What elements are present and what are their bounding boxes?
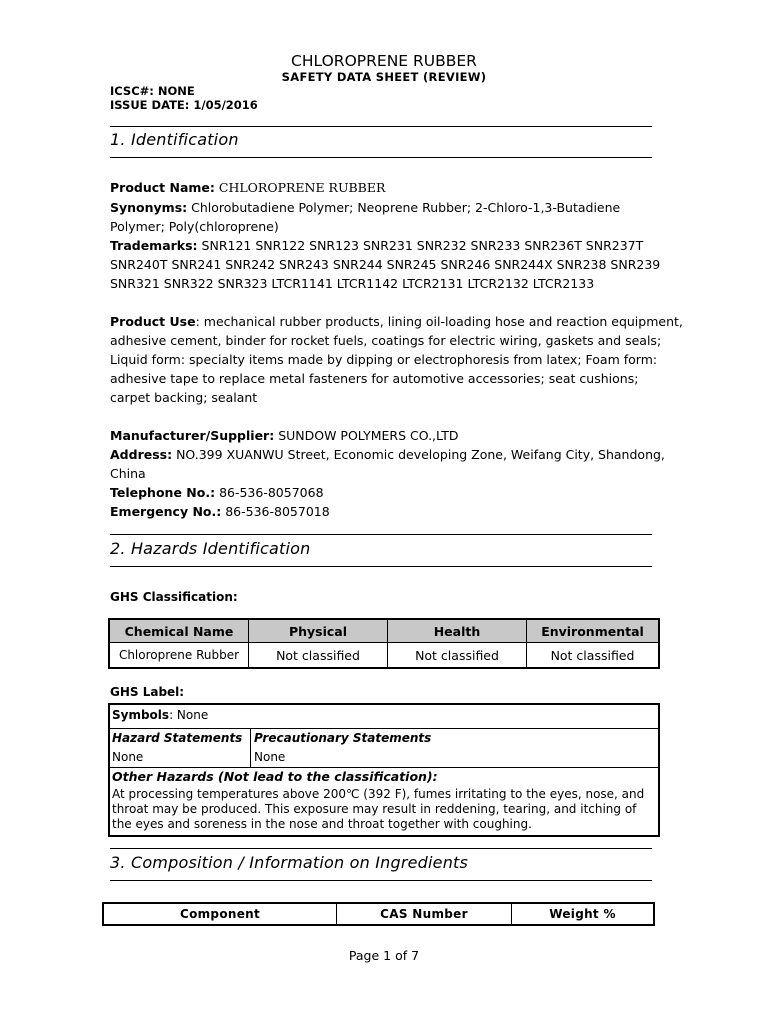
table-cell: Not classified: [388, 643, 527, 669]
document-subtitle: SAFETY DATA SHEET (REVIEW): [281, 70, 487, 84]
page-number: Page 1 of 7: [348, 948, 420, 963]
emergency-label: Emergency No.:: [110, 504, 222, 519]
section-rule: [110, 126, 652, 127]
ghs-classification-label: GHS Classification:: [110, 590, 238, 604]
column-header: Physical: [249, 619, 388, 643]
symbols-value: : None: [169, 708, 209, 722]
product-use-cont: Liquid form: specialty items made by dipping or electrophoresis from latex; Foam form:: [110, 352, 658, 367]
product-use-label: Product Use: [110, 314, 196, 329]
other-hazards-text: throat may be produced. This exposure may result in reddening, tearing, and itching of: [112, 802, 637, 816]
address-value-cont: China: [110, 466, 146, 481]
telephone-line: [110, 483, 666, 502]
section-rule: [110, 880, 652, 881]
manufacturer-value: SUNDOW POLYMERS CO.,LTD: [278, 428, 459, 443]
column-header: Health: [388, 619, 527, 643]
ghs-classification-table: [108, 618, 660, 669]
synonyms-line: [110, 198, 666, 217]
hazard-statements-value: None: [112, 750, 144, 764]
manufacturer-label: Manufacturer/Supplier:: [110, 428, 275, 443]
other-hazards-label: Other Hazards (Not lead to the classification):: [112, 769, 438, 784]
trademarks-value-cont: SNR321 SNR322 SNR323 LTCR1141 LTCR1142 LTCR2131 LTCR2132 LTCR2133: [110, 276, 595, 291]
product-use-cont: adhesive cement, binder for rocket fuels, coatings for electric wiring, gaskets and seals;: [110, 333, 662, 348]
table-cell: Not classified: [527, 643, 660, 669]
divider: [250, 729, 251, 767]
section-3-heading: 3. Composition / Information on Ingredients: [110, 853, 469, 872]
telephone-value: 86-536-8057068: [219, 485, 324, 500]
column-header: CAS Number: [337, 903, 512, 925]
statements-row: [110, 729, 658, 768]
trademarks-line: [110, 236, 666, 255]
section-1-heading: 1. Identification: [110, 130, 239, 149]
hazard-statements-label: Hazard Statements: [112, 731, 243, 745]
product-use-cont: carpet backing; sealant: [110, 390, 258, 405]
section-2-heading: 2. Hazards Identification: [110, 539, 311, 558]
manufacturer-line: [110, 426, 666, 445]
synonyms-label: Synonyms:: [110, 200, 188, 215]
precautionary-statements-value: None: [254, 750, 286, 764]
ghs-label-label: GHS Label:: [110, 685, 185, 699]
column-header: Component: [103, 903, 337, 925]
product-use-cont: adhesive tape to replace metal fasteners for automotive accessories; seat cushions;: [110, 371, 639, 386]
column-header: Chemical Name: [109, 619, 249, 643]
section-rule: [110, 534, 652, 535]
telephone-label: Telephone No.:: [110, 485, 216, 500]
section-rule: [110, 157, 652, 158]
product-use-line: [110, 312, 683, 331]
table-cell: Not classified: [249, 643, 388, 669]
icsc-number: ICSC#: NONE: [110, 84, 195, 98]
table-cell: Chloroprene Rubber: [109, 643, 249, 669]
trademarks-label: Trademarks:: [110, 238, 198, 253]
emergency-line: [110, 502, 666, 521]
table-header-row: [109, 619, 659, 643]
symbols-row: [110, 705, 658, 729]
address-line: [110, 445, 666, 464]
document-title: CHLOROPRENE RUBBER: [291, 52, 477, 70]
address-value: NO.399 XUANWU Street, Economic developing Zone, Weifang City, Shandong,: [176, 447, 665, 462]
symbols-label: Symbols: [112, 708, 170, 722]
emergency-value: 86-536-8057018: [225, 504, 330, 519]
section-rule: [110, 566, 652, 567]
other-hazards-text: the eyes and soreness in the nose and throat together with coughing.: [112, 817, 532, 831]
synonyms-value: Chlorobutadiene Polymer; Neoprene Rubber; 2-Chloro-1,3-Butadiene: [191, 200, 621, 215]
issue-date: ISSUE DATE: 1/05/2016: [110, 98, 258, 112]
trademarks-value: SNR121 SNR122 SNR123 SNR231 SNR232 SNR233 SNR236T SNR237T: [201, 238, 644, 253]
section-rule: [110, 848, 652, 849]
product-name-value: CHLOROPRENE RUBBER: [218, 180, 386, 195]
column-header: Environmental: [527, 619, 660, 643]
product-use-value: : mechanical rubber products, lining oil-loading hose and reaction equipment,: [195, 314, 683, 329]
precautionary-statements-label: Precautionary Statements: [254, 731, 432, 745]
synonyms-value-cont: Polymer; Poly(chloroprene): [110, 219, 279, 234]
table-header-row: [103, 903, 654, 925]
symbols-text: [112, 708, 208, 722]
product-name-label: Product Name:: [110, 180, 215, 195]
other-hazards-text: At processing temperatures above 200℃ (392 F), fumes irritating to the eyes, nose, and: [112, 787, 645, 801]
trademarks-value-cont: SNR240T SNR241 SNR242 SNR243 SNR244 SNR245 SNR246 SNR244X SNR238 SNR239: [110, 257, 661, 272]
product-name-line: [110, 178, 666, 197]
column-header: Weight %: [512, 903, 655, 925]
table-row: [109, 643, 659, 669]
address-label: Address:: [110, 447, 173, 462]
composition-table: [102, 902, 655, 926]
ghs-label-box: [108, 703, 660, 837]
